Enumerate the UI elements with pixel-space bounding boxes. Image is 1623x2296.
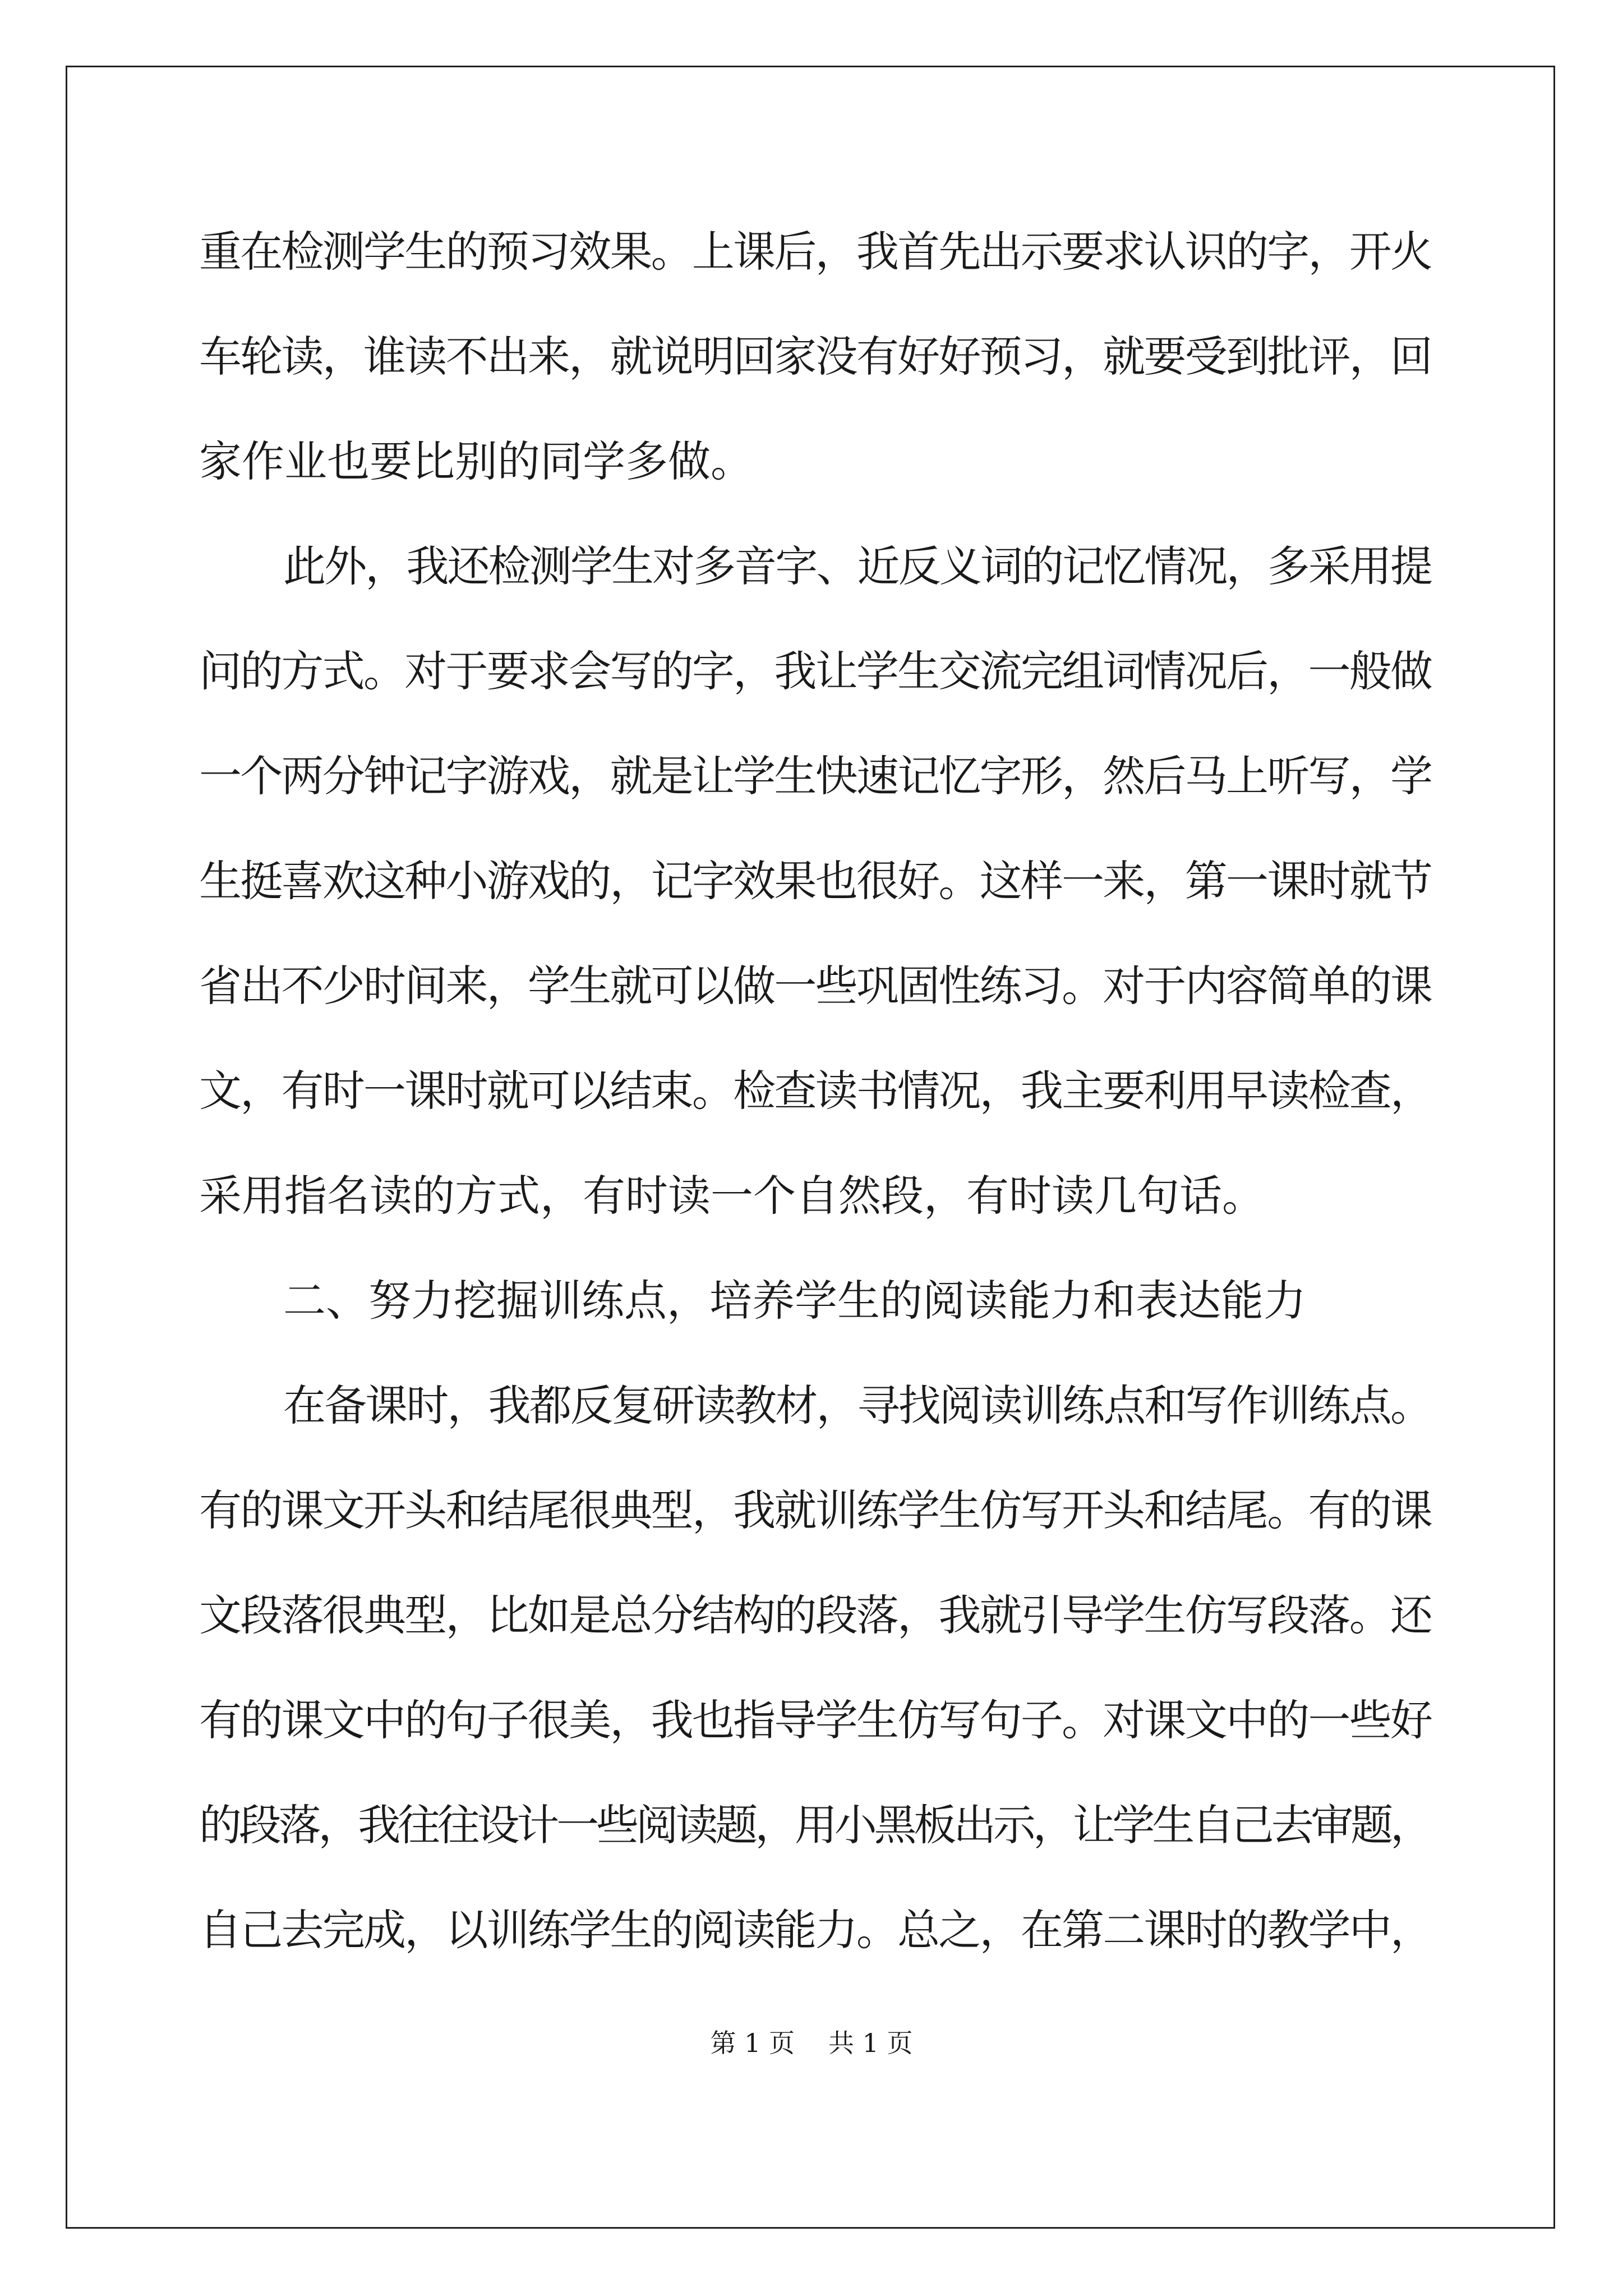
text-line: 文段落很典型，比如是总分结构的段落，我就引导学生仿写段落。还 <box>199 1590 1432 1640</box>
page-total: 共 1 页 <box>828 2028 913 2058</box>
text-line: 有的课文开头和结尾很典型，我就训练学生仿写开头和结尾。有的课 <box>199 1485 1432 1535</box>
text-line: 采用指名读的方式，有时读一个自然段，有时读几句话。 <box>199 1171 1265 1221</box>
text-line: 问的方式。对于要求会写的字，我让学生交流完组词情况后，一般做 <box>199 646 1432 696</box>
text-line: 一个两分钟记字游戏，就是让学生快速记忆字形，然后马上听写，学 <box>199 751 1432 801</box>
text-line: 的段落，我往往设计一些阅读题，用小黑板出示，让学生自己去审题， <box>199 1800 1430 1850</box>
text-line: 此外，我还检测学生对多音字、近反义词的记忆情况，多采用提 <box>283 541 1432 591</box>
text-line: 家作业也要比别的同学多做。 <box>199 436 753 486</box>
text-line: 生挺喜欢这种小游戏的，记字效果也很好。这样一来，第一课时就节 <box>199 856 1432 906</box>
text-line: 自己去完成，以训练学生的阅读能力。总之，在第二课时的教学中， <box>199 1905 1432 1955</box>
text-line: 车轮读，谁读不出来，就说明回家没有好好预习，就要受到批评，回 <box>199 332 1432 381</box>
section-heading: 二、努力挖掘训练点，培养学生的阅读能力和表达能力 <box>283 1276 1306 1326</box>
document-body <box>199 199 1433 1982</box>
text-line: 文，有时一课时就可以结束。检查读书情况，我主要利用早读检查， <box>199 1066 1432 1116</box>
page-footer <box>0 2026 1623 2060</box>
text-line: 有的课文中的句子很美，我也指导学生仿写句子。对课文中的一些好 <box>199 1695 1432 1745</box>
page-number: 第 1 页 <box>710 2028 795 2058</box>
text-line: 在备课时，我都反复研读教材，寻找阅读训练点和写作训练点。 <box>283 1381 1432 1430</box>
text-line: 重在检测学生的预习效果。上课后，我首先出示要求认识的字，开火 <box>199 227 1432 277</box>
text-line: 省出不少时间来，学生就可以做一些巩固性练习。对于内容简单的课 <box>199 961 1432 1011</box>
